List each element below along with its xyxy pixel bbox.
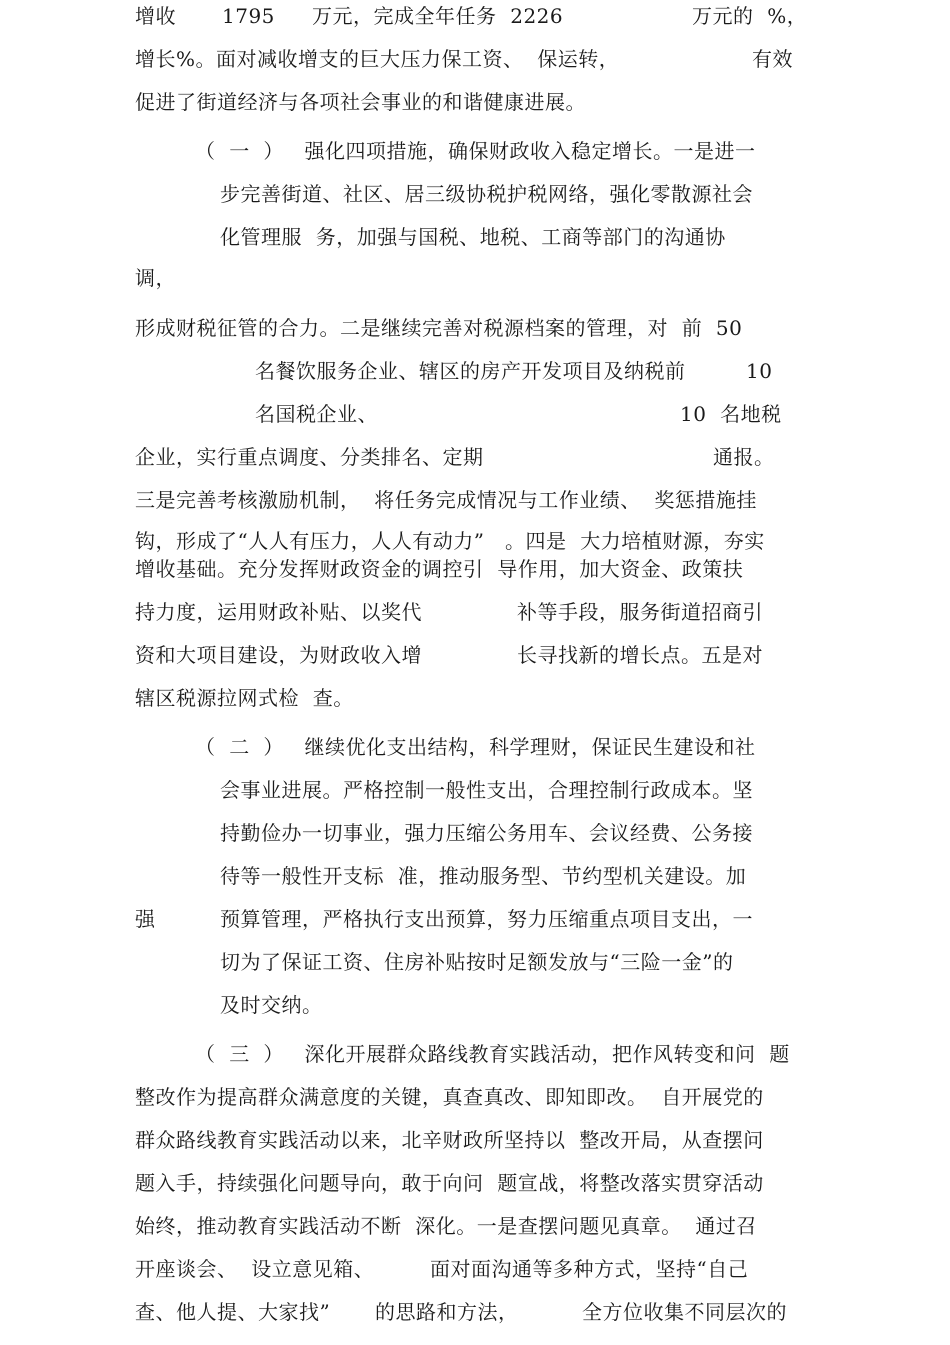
text-line: 增收: [135, 4, 176, 28]
text-line: 增长%。面对减收增支的巨大压力保工资、 保运转，: [135, 47, 620, 71]
text-line: 万元，完成全年任务 2226: [312, 4, 564, 28]
text-line: 通报。: [713, 445, 775, 469]
text-line: 10: [746, 359, 773, 383]
text-line: 群众路线教育实践活动以来，北辛财政所坚持以 整改开局，从查摆问: [135, 1128, 764, 1152]
text-line: 增收基础。充分发挥财政资金的调控引 导作用，加大资金、政策扶: [135, 557, 744, 581]
text-line: 钩，形成了“人人有压力，人人有动力” 。四是 大力培植财源，夯实: [135, 529, 765, 553]
text-line: 形成财税征管的合力。二是继续完善对税源档案的管理，对 前 50: [135, 316, 743, 340]
text-line: 强: [135, 907, 156, 931]
text-line: 持勤俭办一切事业，强力压缩公务用车、会议经费、公务接: [220, 821, 753, 845]
text-line: 10 名地税: [680, 402, 782, 426]
text-line: 长寻找新的增长点。五是对: [517, 643, 763, 667]
text-line: 补等手段，服务街道招商引: [517, 600, 763, 624]
text-line: 预算管理，严格执行支出预算，努力压缩重点项目支出，一: [220, 907, 753, 931]
text-line: 企业，实行重点调度、分类排名、定期: [135, 445, 484, 469]
text-line: 有效: [752, 47, 793, 71]
text-line: 待等一般性开支标 准，推动服务型、节约型机关建设。加: [220, 864, 747, 888]
text-line: 切为了保证工资、住房补贴按时足额发放与“三险一金”的: [220, 950, 734, 974]
text-line: 始终，推动教育实践活动不断 深化。一是查摆问题见真章。 通过召: [135, 1214, 757, 1238]
text-line: 全方位收集不同层次的: [582, 1300, 787, 1324]
text-line: 资和大项目建设，为财政收入增: [135, 643, 422, 667]
text-line: 持力度，运用财政补贴、以奖代: [135, 600, 422, 624]
text-line: 化管理服 务，加强与国税、地税、工商等部门的沟通协: [220, 225, 726, 249]
section-heading: （ 一 ） 强化四项措施，确保财政收入稳定增长。一是进一: [195, 139, 756, 163]
text-line: 万元的 %，: [692, 4, 808, 28]
text-line: 1795: [222, 4, 275, 28]
text-line: 面对面沟通等多种方式，坚持“自己: [430, 1257, 749, 1281]
section-heading: （ 二 ） 继续优化支出结构，科学理财，保证民生建设和社: [195, 735, 756, 759]
text-line: 开座谈会、 设立意见箱、: [135, 1257, 375, 1281]
text-line: 会事业进展。严格控制一般性支出，合理控制行政成本。坚: [220, 778, 753, 802]
text-line: 查、他人提、大家找”: [135, 1300, 331, 1324]
text-line: 调，: [135, 266, 176, 290]
text-line: 促进了街道经济与各项社会事业的和谐健康进展。: [135, 90, 586, 114]
text-line: 的思路和方法，: [375, 1300, 519, 1324]
text-line: 题入手，持续强化问题导向，敢于向问 题宣战，将整改落实贯穿活动: [135, 1171, 764, 1195]
text-line: 步完善街道、社区、居三级协税护税网络，强化零散源社会: [220, 182, 753, 206]
text-line: 三是完善考核激励机制， 将任务完成情况与工作业绩、 奖惩措施挂: [135, 488, 757, 512]
text-line: 及时交纳。: [220, 993, 323, 1017]
text-line: 名国税企业、: [255, 402, 378, 426]
text-line: 辖区税源拉网式检 查。: [135, 686, 354, 710]
section-heading: （ 三 ） 深化开展群众路线教育实践活动，把作风转变和问 题: [195, 1042, 790, 1066]
text-line: 整改作为提高群众满意度的关键，真查真改、即知即改。 自开展党的: [135, 1085, 764, 1109]
text-line: 名餐饮服务企业、辖区的房产开发项目及纳税前: [255, 359, 686, 383]
